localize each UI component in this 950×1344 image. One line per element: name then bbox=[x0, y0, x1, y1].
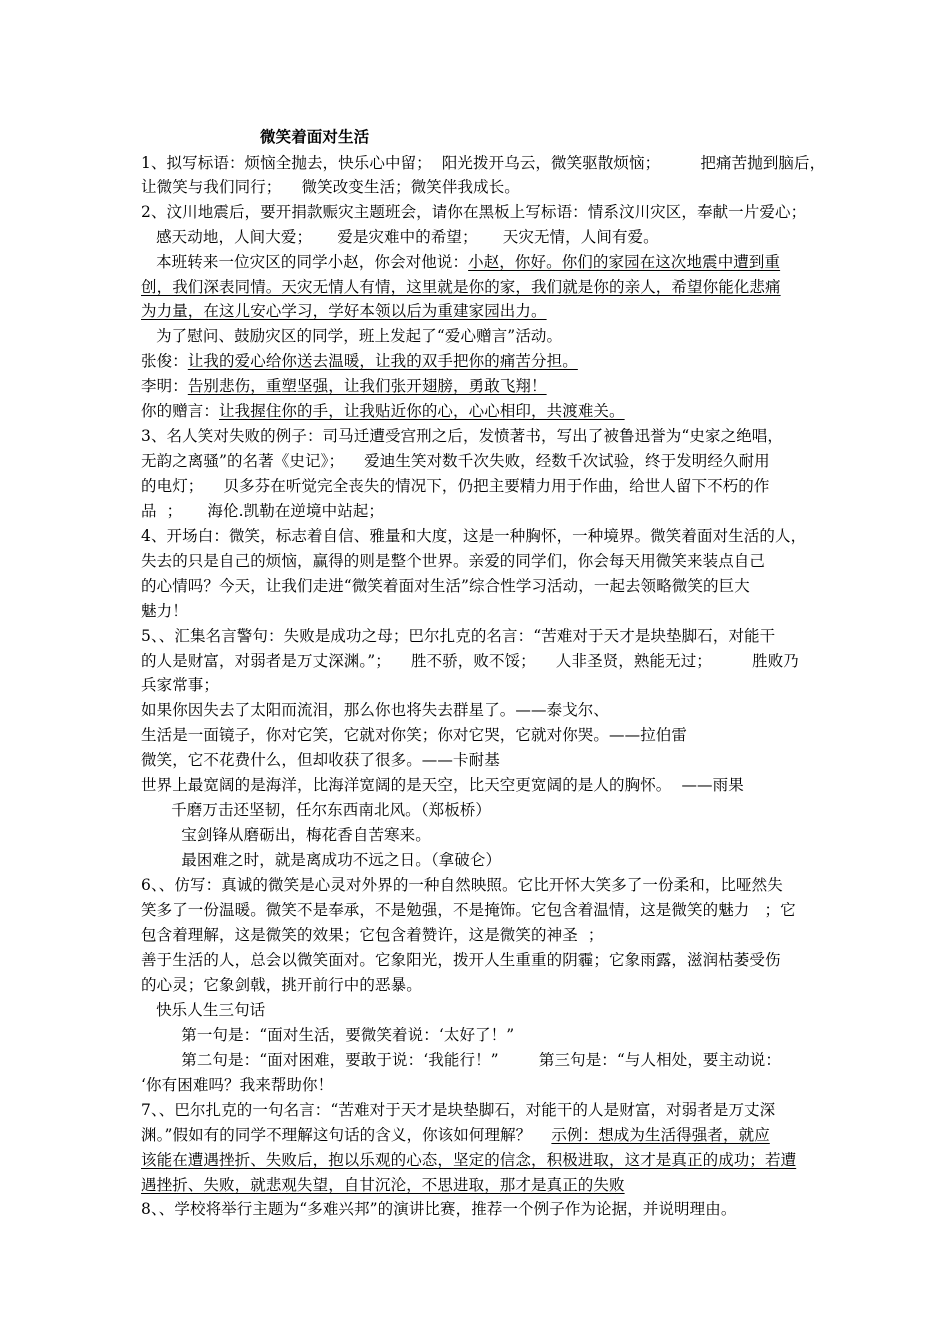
text-line: 宝剑锋从磨砺出，梅花香自苦寒来。 bbox=[141, 826, 431, 844]
text-line: 无韵之离骚”的名著《史记》； 爱迪生笑对数千次失败，经数千次试验，终于发明经久耐用 bbox=[141, 452, 770, 470]
underlined-answer: 示例：想成为生活得强者，就应 bbox=[551, 1126, 770, 1144]
text-line: 如果你因失去了太阳而流泪，那么你也将失去群星了。——泰戈尔、 bbox=[141, 701, 610, 719]
text-line: 的电灯； 贝多芬在听觉完全丧失的情况下，仍把主要精力用于作曲，给世人留下不朽的作 bbox=[141, 477, 770, 495]
text-line bbox=[141, 1124, 821, 1146]
underlined-answer: 创，我们深表同情。天灾无情人有情，这里就是你的家，我们就是你的亲人，希望你能化悲痛 bbox=[141, 278, 781, 296]
text-line: 为了慰问、鼓励灾区的同学，班上发起了“爱心赠言”活动。 bbox=[141, 327, 563, 345]
text-line: 千磨万击还坚韧，任尔东西南北风。（郑板桥） bbox=[141, 801, 492, 819]
text-line: 魅力！ bbox=[141, 602, 188, 620]
text-line: 的心情吗？今天，让我们走进“微笑着面对生活”综合性学习活动，一起去领略微笑的巨大 bbox=[141, 577, 750, 595]
text-line: 失去的只是自己的烦恼，赢得的则是整个世界。亲爱的同学们，你会每天用微笑来装点自己 bbox=[141, 552, 766, 570]
text-line: 第二句是：“面对困难，要敢于说：‘我能行！” 第三句是：“与人相处，要主动说： bbox=[141, 1051, 781, 1069]
text-line bbox=[141, 350, 821, 372]
text-line: 感天动地，人间大爱； 爱是灾难中的希望； 天灾无情，人间有爱。 bbox=[141, 228, 659, 246]
text-segment: 渊。”假如有的同学不理解这句话的含义，你该如何理解？ bbox=[141, 1126, 552, 1144]
text-line: 兵家常事； bbox=[141, 676, 220, 694]
text-line: 品 ； 海伦.凯勒在逆境中站起； bbox=[141, 502, 385, 520]
text-line: 快乐人生三句话 bbox=[141, 1001, 266, 1019]
text-line: 1、拟写标语：烦恼全抛去，快乐心中留； 阳光拨开乌云，微笑驱散烦恼； 把痛苦抛到脑后， bbox=[141, 154, 826, 172]
text-line: 的人是财富，对弱者是万丈深渊。”； 胜不骄，败不馁； 人非圣贤，熟能无过； 胜败乃 bbox=[141, 652, 799, 670]
text-line: 5、、汇集名言警句：失败是成功之母；巴尔扎克的名言：“苦难对于天才是块垫脚石，对能干 bbox=[141, 627, 776, 645]
text-line: 4、开场白：微笑，标志着自信、雅量和大度，这是一种胸怀，一种境界。微笑着面对生活的人， bbox=[141, 527, 807, 545]
text-line: 7、、巴尔扎克的一句名言：“苦难对于天才是块垫脚石，对能干的人是财富，对弱者是万丈深 bbox=[141, 1101, 776, 1119]
text-line: 最困难之时，就是离成功不远之日。（拿破仑） bbox=[141, 851, 502, 869]
underlined-answer: 小赵，你好。你们的家园在这次地震中遭到重 bbox=[468, 253, 781, 271]
text-line: 世界上最宽阔的是海洋，比海洋宽阔的是天空，比天空更宽阔的是人的胸怀。 ——雨果 bbox=[141, 776, 744, 794]
text-line bbox=[141, 251, 821, 273]
speaker-label: 李明： bbox=[141, 377, 188, 395]
text-line: 2、汶川地震后，要开捐款赈灾主题班会，请你在黑板上写标语：情系汶川灾区，奉献一片爱心； bbox=[141, 203, 807, 221]
underlined-answer: 让我握住你的手，让我贴近你的心，心心相印，共渡难关。 bbox=[219, 402, 625, 420]
text-line: 让微笑与我们同行； 微笑改变生活；微笑伴我成长。 bbox=[141, 178, 520, 196]
text-line: 3、名人笑对失败的例子：司马迁遭受宫刑之后，发愤著书，写出了被鲁迅誉为“史家之绝唱， bbox=[141, 427, 783, 445]
text-line bbox=[141, 375, 821, 397]
text-line: 善于生活的人，总会以微笑面对。它象阳光，拨开人生重重的阴霾；它象雨露，滋润枯萎受伤 bbox=[141, 951, 781, 969]
page-title: 微笑着面对生活 bbox=[260, 127, 370, 146]
underlined-answer: 遇挫折、失败，就悲观失望，自甘沉沦，不思进取，那才是真正的失败 bbox=[141, 1176, 625, 1194]
underlined-answer: 让我的爱心给你送去温暖，让我的双手把你的痛苦分担。 bbox=[187, 352, 578, 370]
text-line: 6、、仿写：真诚的微笑是心灵对外界的一种自然映照。它比开怀大笑多了一份柔和，比哑然失 bbox=[141, 876, 783, 894]
text-line: 8、、学校将举行主题为“多难兴邦”的演讲比赛，推荐一个例子作为论据，并说明理由。 bbox=[141, 1200, 737, 1218]
text-line: 笑多了一份温暖。微笑不是奉承，不是勉强，不是掩饰。它包含着温情，这是微笑的魅力 ；它 bbox=[141, 901, 796, 919]
speaker-label: 张俊： bbox=[141, 352, 188, 370]
text-line bbox=[141, 400, 821, 422]
text-line: 包含着理解，这是微笑的效果；它包含着赞许，这是微笑的神圣 ； bbox=[141, 926, 604, 944]
text-segment: 本班转来一位灾区的同学小赵，你会对他说： bbox=[141, 253, 469, 271]
underlined-answer: 为力量，在这儿安心学习，学好本领以后为重建家园出力。 bbox=[141, 302, 547, 320]
text-line: 第一句是：“面对生活，要微笑着说：‘太好了！” bbox=[141, 1026, 515, 1044]
underlined-answer: 该能在遭遇挫折、失败后，抱以乐观的心态，坚定的信念，积极进取，这才是真正的成功；若遭 bbox=[141, 1151, 797, 1169]
underlined-answer: 告别悲伤，重塑坚强，让我们张开翅膀，勇敢飞翔！ bbox=[187, 377, 547, 395]
text-line: 的心灵；它象剑戟，挑开前行中的恶暴。 bbox=[141, 976, 422, 994]
text-line: 微笑，它不花费什么，但却收获了很多。——卡耐基 bbox=[141, 751, 500, 769]
text-line: ‘你有困难吗？我来帮助你！ bbox=[141, 1076, 334, 1094]
speaker-label: 你的赠言： bbox=[141, 402, 220, 420]
text-line: 生活是一面镜子，你对它笑，它就对你笑；你对它哭，它就对你哭。——拉伯雷 bbox=[141, 726, 688, 744]
